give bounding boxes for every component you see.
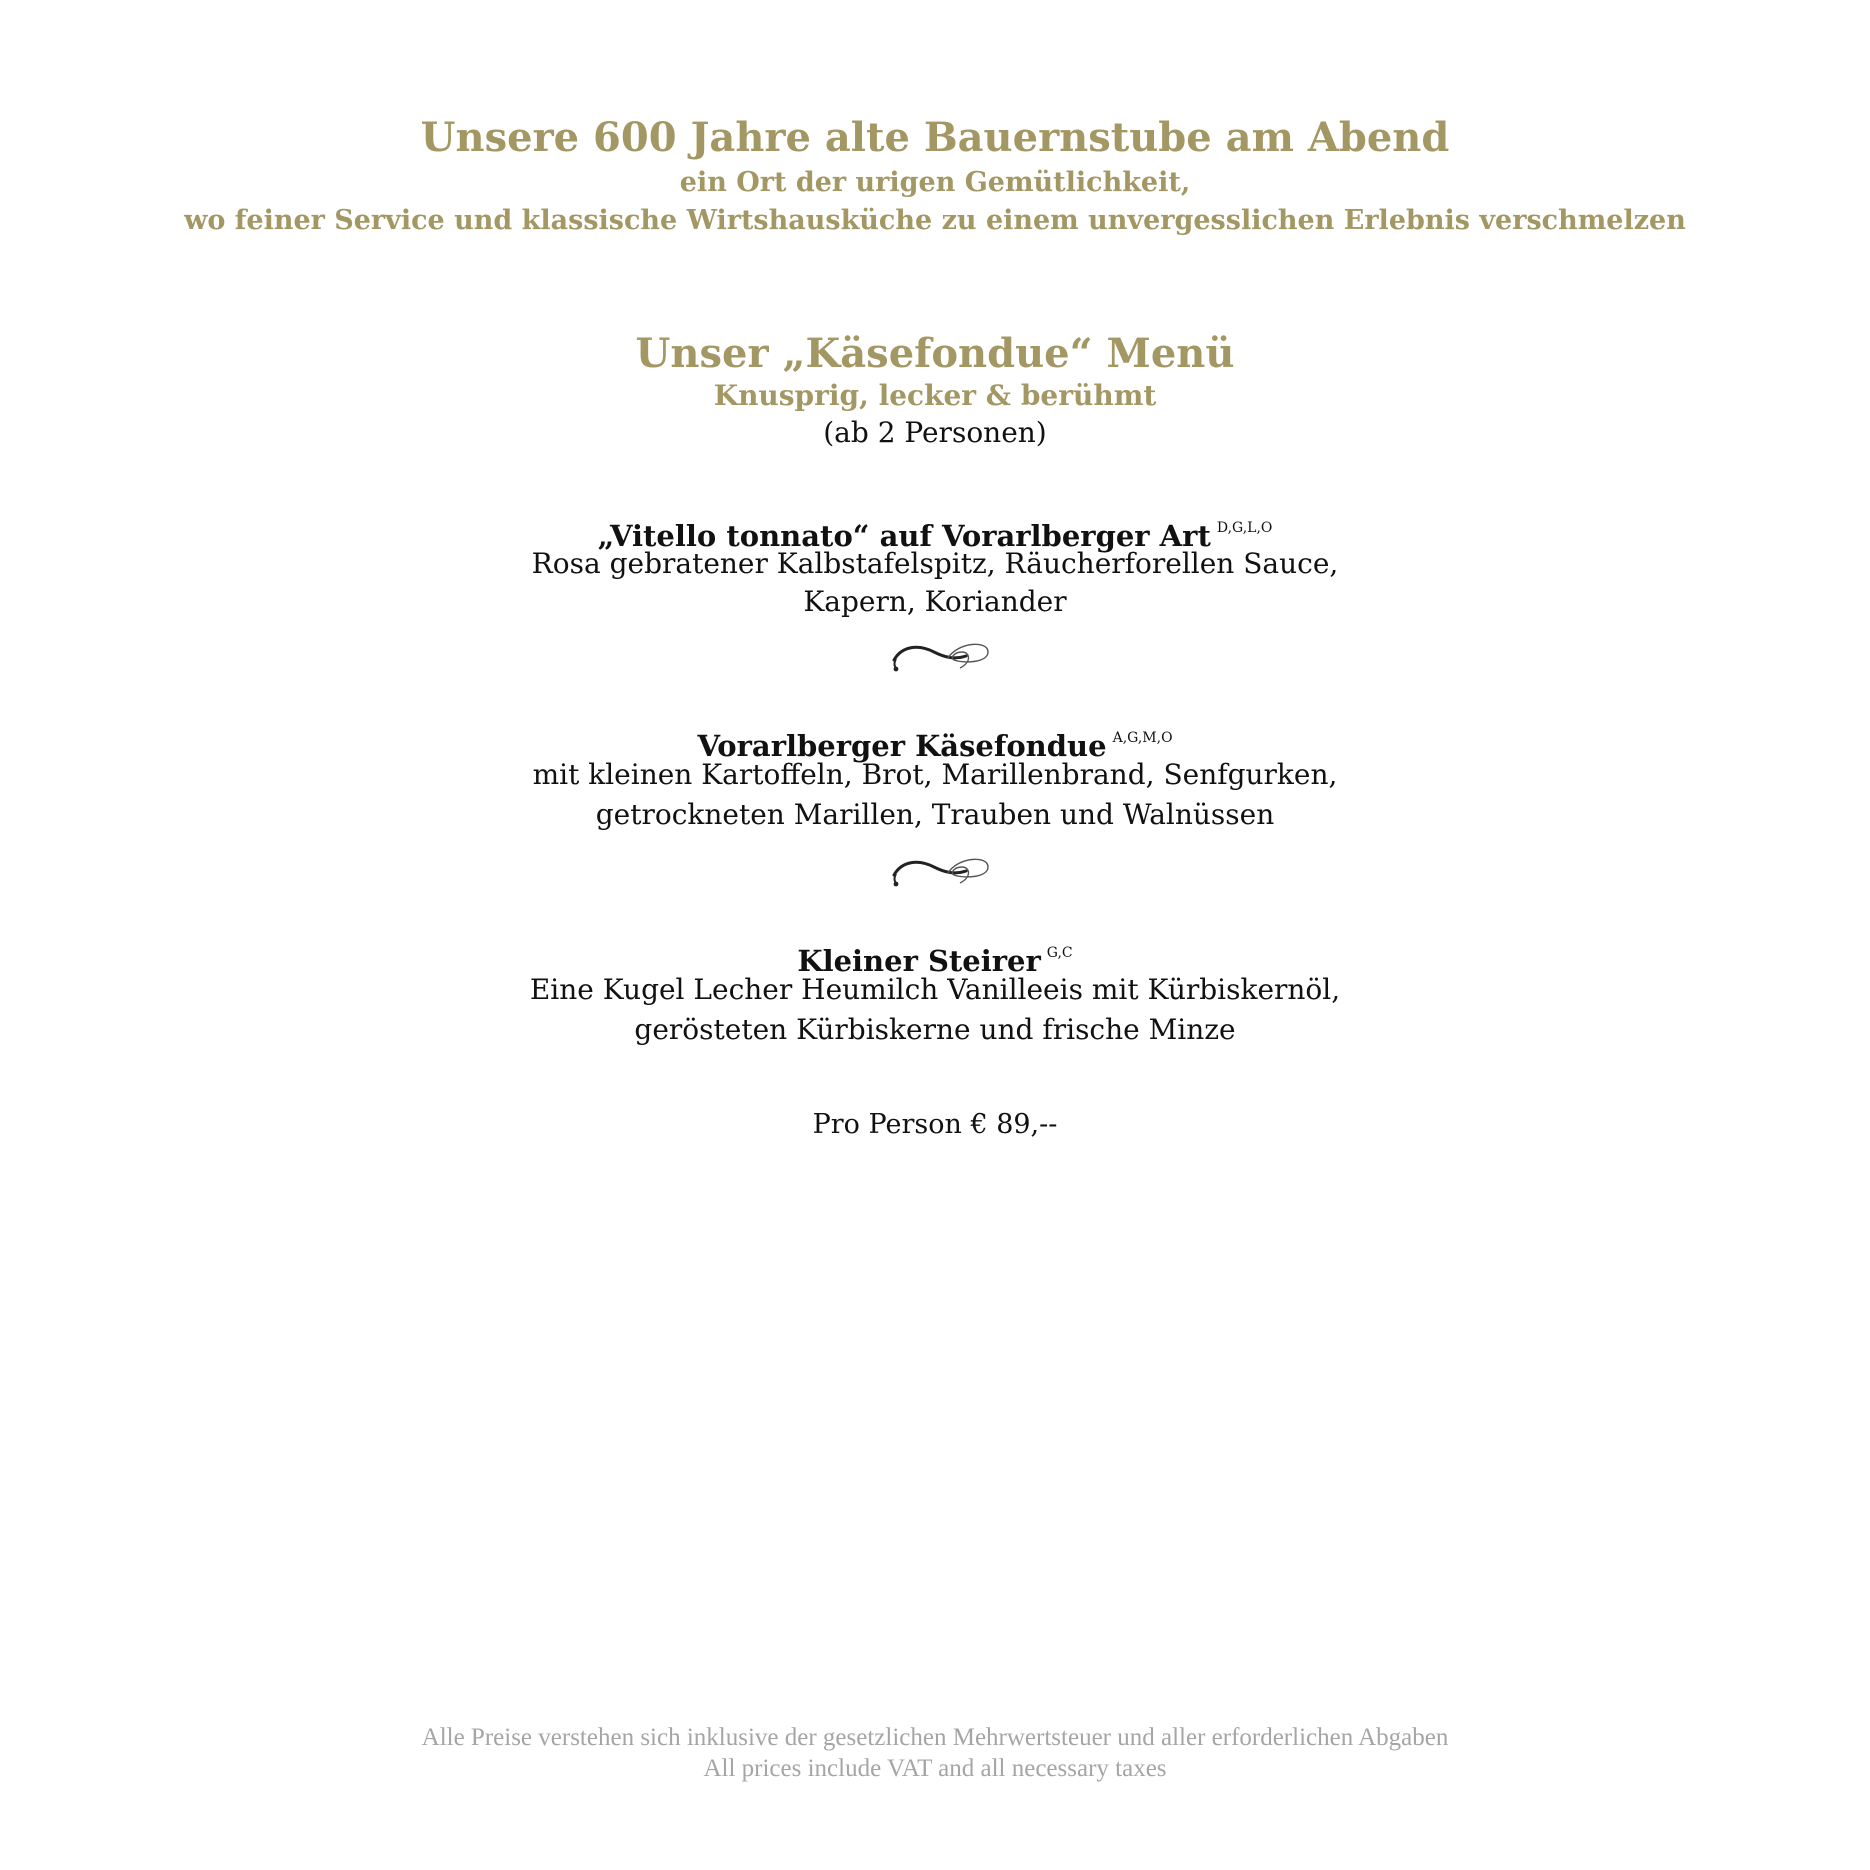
menu-title: Unser „Käsefondue“ Menü [635,330,1235,377]
header-tagline-line-2: wo feiner Service und klassische Wirtshausküche zu einem unvergesslichen Erlebnis verschmelzen [184,205,1686,236]
course-2-allergens: A,G,M,O [1112,730,1173,746]
course-1-description-line-1: Rosa gebratener Kalbstafelspitz, Räucherforellen Sauce, [531,547,1339,580]
flourish-divider-icon [888,849,992,889]
course-3-description-line-2: gerösteten Kürbiskerne und frische Minze [634,1013,1236,1046]
footer-vat-note-de: Alle Preise verstehen sich inklusive der gesetzlichen Mehrwertsteuer und aller erforderlichen Abgaben [421,1724,1449,1751]
course-2-description-line-2: getrockneten Marillen, Trauben und Walnüssen [595,798,1275,831]
course-1-description-line-2: Kapern, Koriander [803,585,1067,618]
menu-subtitle: Knusprig, lecker & berühmt [713,379,1157,412]
header-tagline-line-1: ein Ort der urigen Gemütlichkeit, [679,167,1191,198]
flourish-divider-icon [888,634,992,674]
course-1-title: „Vitello tonnato“ auf Vorarlberger Art [597,519,1211,553]
menu-persons-note: (ab 2 Personen) [823,416,1047,449]
course-3-description-line-1: Eine Kugel Lecher Heumilch Vanilleeis mit Kürbiskernöl, [529,973,1341,1006]
course-3-allergens: G,C [1046,945,1073,961]
course-2-description-line-1: mit kleinen Kartoffeln, Brot, Marillenbrand, Senfgurken, [532,758,1338,791]
course-1-allergens: D,G,L,O [1216,520,1273,536]
footer-vat-note-en: All prices include VAT and all necessary taxes [703,1755,1167,1782]
price-per-person: Pro Person € 89,-- [812,1109,1058,1140]
course-3-title: Kleiner Steirer [797,944,1041,978]
course-2-title: Vorarlberger Käsefondue [697,729,1107,763]
page-title: Unsere 600 Jahre alte Bauernstube am Abend [420,114,1450,161]
